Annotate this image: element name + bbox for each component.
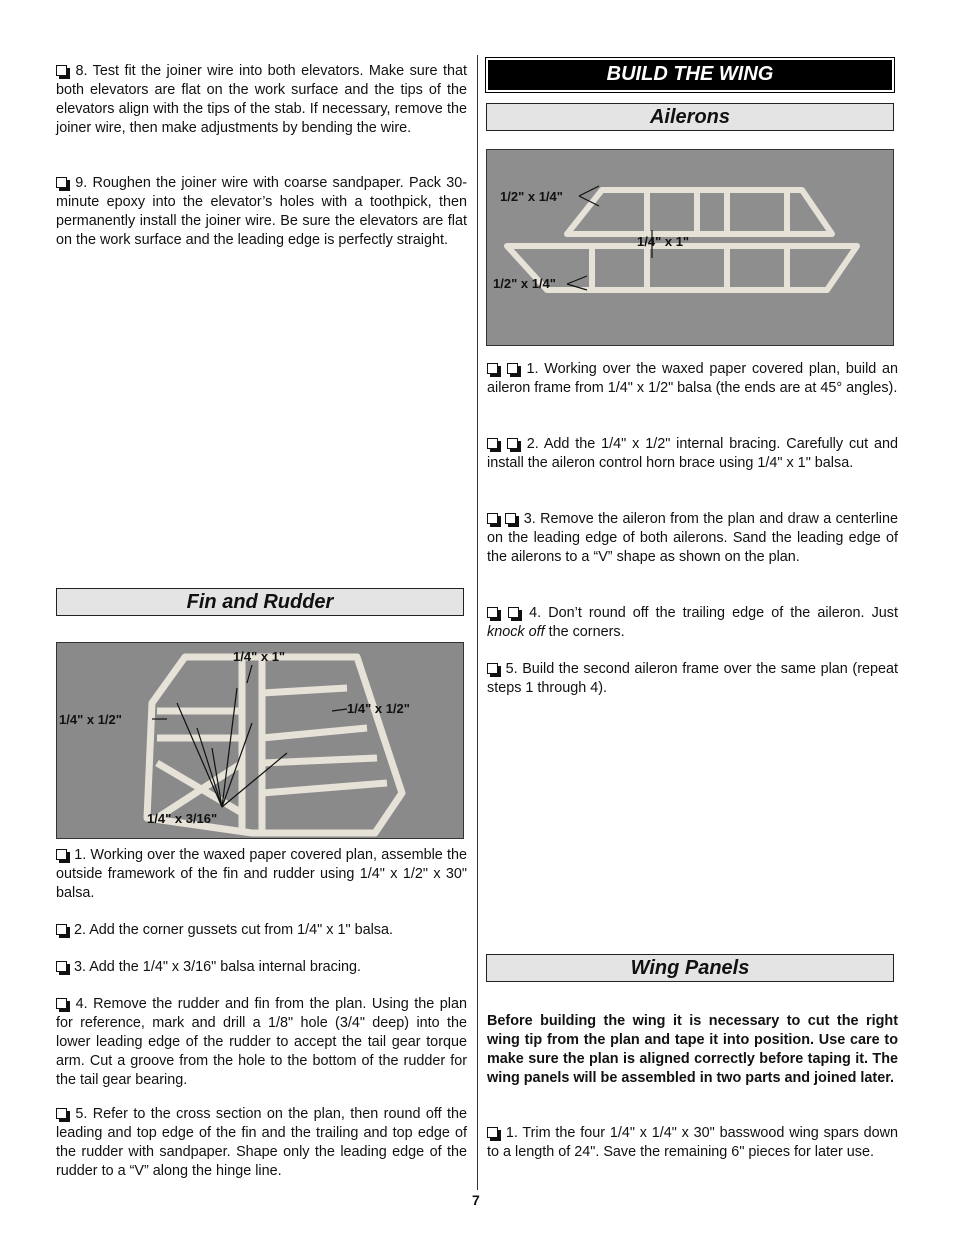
checkbox[interactable] (56, 998, 67, 1009)
wing-step-1: 1. Trim the four 1/4" x 1/4" x 30" basswood wing spars down to a length of 24". Save the remaining 6" pieces for later use. (487, 1125, 898, 1160)
checkbox[interactable] (56, 961, 67, 972)
label-fin-left: 1/4" x 1/2" (59, 712, 122, 727)
label-fin-right: 1/4" x 1/2" (347, 701, 410, 716)
checkbox[interactable] (508, 607, 519, 618)
aileron-step-1: 1. Working over the waxed paper covered plan, build an aileron frame from 1/4" x 1/2" balsa (the ends are at 45° angles). (487, 361, 899, 396)
aileron-step-2: 2. Add the 1/4" x 1/2" internal bracing. Carefully cut and install the aileron control horn brace using 1/4" x 1" balsa. (487, 436, 899, 471)
checkbox[interactable] (487, 438, 498, 449)
wing-panels-header: Wing Panels (486, 954, 894, 982)
aileron-photo (486, 149, 894, 346)
fin-step-3: 3. Add the 1/4" x 3/16" balsa internal bracing. (56, 958, 467, 977)
fin-and-rudder-header: Fin and Rudder (56, 588, 464, 616)
label-aileron-top: 1/2" x 1/4" (500, 189, 563, 204)
aileron-step-3: 3. Remove the aileron from the plan and draw a centerline on the leading edge of both ailerons. Sand the leading edge of the ailerons to a “V” shape as shown on the plan. (487, 511, 899, 565)
checkbox[interactable] (487, 513, 498, 524)
fin-step-2: 2. Add the corner gussets cut from 1/4" x 1" balsa. (56, 921, 467, 940)
checkbox[interactable] (56, 177, 67, 188)
step-9: 9. Roughen the joiner wire with coarse sandpaper. Pack 30-minute epoxy into the elevator’s holes with a toothpick, then permanently install the joiner wire. Be sure the elevators are flat on the work surface and the leading edge is perfectly straight. (56, 175, 468, 248)
checkbox[interactable] (56, 1108, 67, 1119)
fin-step-5: 5. Refer to the cross section on the plan, then round off the leading and top edge of the fin and the trailing and top edge of the rudder with sandpaper. Shape only the leading edge of the rudder to a “V” along the hinge line. (56, 1106, 467, 1179)
wing-intro: Before building the wing it is necessary to cut the right wing tip from the plan and tape it into position. Use care to make sure the plan is aligned correctly before taping it. The wing panels will be assembled in two parts and joined later. (487, 1013, 898, 1086)
checkbox[interactable] (487, 1127, 498, 1138)
checkbox[interactable] (487, 363, 498, 374)
checkbox[interactable] (505, 513, 516, 524)
label-fin-bottom: 1/4" x 3/16" (147, 811, 218, 826)
ailerons-header: Ailerons (486, 103, 894, 131)
checkbox[interactable] (487, 663, 498, 674)
aileron-step-4: 4. Don’t round off the trailing edge of the aileron. Just knock off the corners. (487, 605, 899, 640)
checkbox[interactable] (56, 849, 67, 860)
build-the-wing-header: BUILD THE WING (488, 60, 892, 90)
checkbox[interactable] (56, 924, 67, 935)
aileron-step-5: 5. Build the second aileron frame over the same plan (repeat steps 1 through 4). (487, 661, 899, 696)
label-aileron-middle: 1/4" x 1" (637, 234, 690, 249)
step-8: 8. Test fit the joiner wire into both elevators. Make sure that both elevators are flat on the work surface and the tips of the elevators align with the tips of the stab. If necessary, remove the joiner wire, then make adjustments by bending the wire. (56, 63, 468, 136)
checkbox[interactable] (487, 607, 498, 618)
fin-step-4: 4. Remove the rudder and fin from the plan. Using the plan for reference, mark and drill a 1/8" hole (3/4" deep) into the lower leading edge of the rudder to accept the tail gear torque arm. Cut a groove from the hole to the bottom of the rudder for the tail gear bearing. (56, 996, 468, 1088)
checkbox[interactable] (507, 363, 518, 374)
checkbox[interactable] (507, 438, 518, 449)
page-number: 7 (472, 1192, 480, 1208)
label-aileron-bottom: 1/2" x 1/4" (493, 276, 556, 291)
column-divider (477, 55, 478, 1190)
label-fin-top: 1/4" x 1" (233, 649, 286, 664)
fin-rudder-photo (56, 642, 464, 839)
fin-step-1: 1. Working over the waxed paper covered plan, assemble the outside framework of the fin and rudder using 1/4" x 1/2" x 30" balsa. (56, 847, 468, 901)
checkbox[interactable] (56, 65, 67, 76)
